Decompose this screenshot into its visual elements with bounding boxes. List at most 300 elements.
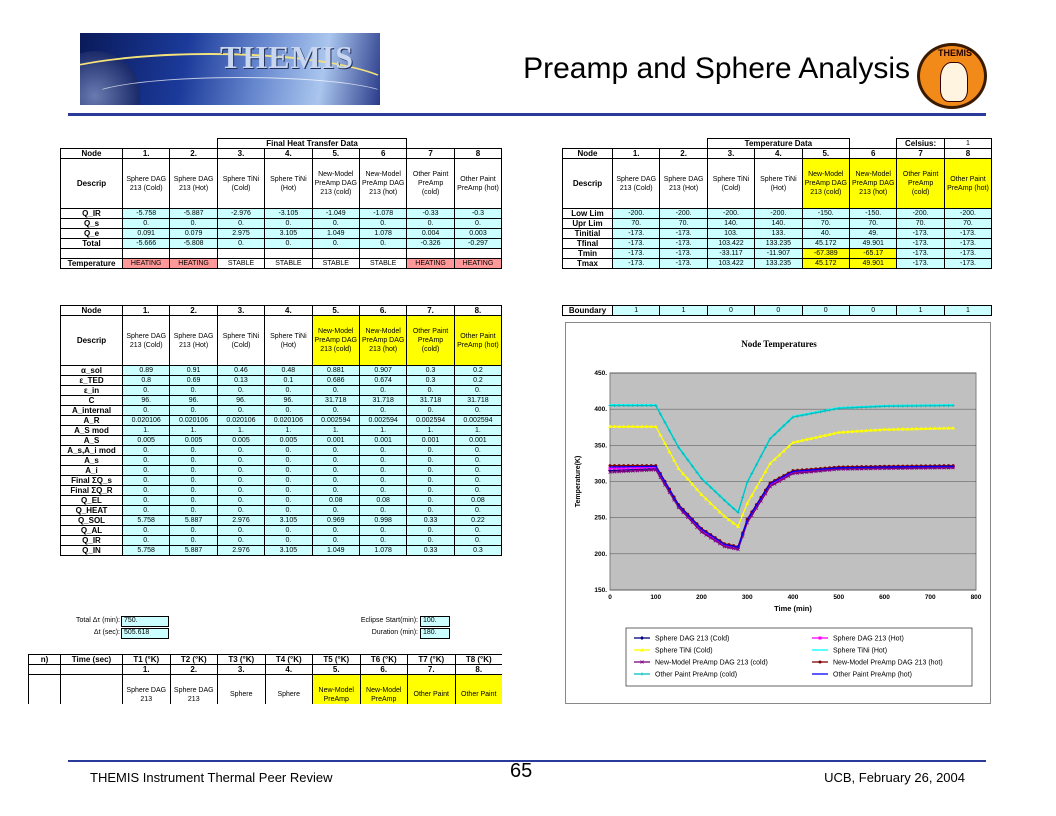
descrip-row [61,316,502,366]
value-cell: 0. [217,466,264,476]
descrip-cell: Sphere DAG 213 (Hot) [170,316,217,366]
node-cell: 6 [850,149,897,159]
node-cell: 3. [217,149,264,159]
value-cell: 0. [217,506,264,516]
table-row [61,486,502,496]
value-cell: 0. [312,536,359,546]
node-cell: 2. [170,665,218,675]
value-cell: 0.69 [170,376,217,386]
row-label: Upr Lim [563,219,613,229]
blank-cell [61,249,123,259]
value-cell: 5.887 [170,516,217,526]
boundary-cell: 1 [660,306,707,316]
value-cell: 0. [265,219,312,229]
table-row [61,426,502,436]
footer-right: UCB, February 26, 2004 [824,770,965,785]
legend-label: Sphere TiNi (Hot) [833,647,888,655]
value-cell: 0. [265,526,312,536]
heat-transfer-table [60,138,502,269]
value-cell: 0. [359,406,406,416]
boundary-cell: 0 [802,306,849,316]
x-axis-label: Time (min) [774,604,812,613]
x-tick-label: 100 [650,594,662,601]
value-cell: 0.969 [312,516,359,526]
value-cell: 0.08 [454,496,501,506]
table-row [61,496,502,506]
value-cell: 45.172 [802,259,849,269]
value-cell: -173. [897,229,944,239]
value-cell: 0. [170,536,217,546]
row-label: ε_TED [61,376,123,386]
value-cell: 0.001 [407,436,454,446]
y-tick-label: 350. [594,442,607,450]
total-time-label: Total Δτ (min): [75,617,120,624]
value-cell: -3.105 [265,209,312,219]
value-cell: -65.17 [850,249,897,259]
status-cell: STABLE [312,259,359,269]
value-cell: 0. [170,406,217,416]
row-label: Tinitial [563,229,613,239]
value-cell: -173. [897,249,944,259]
value-cell: 0. [407,446,454,456]
descrip-cell: New-Model PreAmp DAG 213 (hot) [850,159,897,209]
value-cell: 0. [170,506,217,516]
row-label: Descrip [61,159,123,209]
descrip-row [563,159,992,209]
value-cell: 0. [123,476,170,486]
value-cell: 0. [217,496,264,506]
value-cell: 0. [217,486,264,496]
value-cell: 0.020106 [123,416,170,426]
value-cell: 0. [170,446,217,456]
value-cell: 0.079 [170,229,217,239]
value-cell: 0.002594 [312,416,359,426]
node-row [61,306,502,316]
value-cell: 0. [359,466,406,476]
value-cell: -150. [850,209,897,219]
value-cell: -200. [944,209,991,219]
node-cell: 8. [455,665,502,675]
node-cell: 1. [123,665,171,675]
value-cell: 0. [454,456,501,466]
value-cell: 0. [407,496,454,506]
value-cell: 0. [359,219,406,229]
value-cell: 0. [359,526,406,536]
value-cell: 0.001 [454,436,501,446]
node-cell: 1. [123,306,170,316]
value-cell: -173. [944,259,991,269]
themis-logo [80,33,380,105]
descrip-cell: New-Model PreAmp DAG 213 (cold) [802,159,849,209]
table-title: Temperature Data [707,139,849,149]
celsius-field[interactable]: 1 [944,139,991,149]
value-cell: 0.005 [265,436,312,446]
value-cell: 0.91 [170,366,217,376]
value-cell: -173. [613,249,660,259]
value-cell: 0. [170,466,217,476]
value-cell: 31.718 [359,396,406,406]
value-cell: 0.881 [312,366,359,376]
table-row [61,229,502,239]
node-cell: 5. [312,306,359,316]
descrip-cell: Sphere TiNi (Hot) [755,159,802,209]
legend-label: Other Paint PreAmp (hot) [833,671,912,679]
value-cell: -150. [802,209,849,219]
value-cell: -0.33 [407,209,454,219]
table-row [61,219,502,229]
value-cell: 0. [123,446,170,456]
table-row [563,229,992,239]
value-cell: 0.08 [312,496,359,506]
value-cell: 0. [312,386,359,396]
value-cell: 0. [123,486,170,496]
value-cell: 0. [123,496,170,506]
descrip-cell: Sphere TiNi (Hot) [265,316,312,366]
value-cell: 0. [407,526,454,536]
value-cell: 0. [454,466,501,476]
row-label: A_S mod [61,426,123,436]
value-cell: 0. [123,386,170,396]
badge-figure-icon [940,62,968,102]
value-cell: 0.002594 [454,416,501,426]
boundary-cell: 1 [613,306,660,316]
descrip-cell: Other Paint [408,675,456,705]
value-cell: 103. [707,229,754,239]
row-label: Total [61,239,123,249]
node-temperatures-chart [565,322,991,704]
value-cell: 140. [755,219,802,229]
descrip-cell: New-Model PreAmp DAG 213 (cold) [312,159,359,209]
value-cell: 0. [359,456,406,466]
boundary-cell: 0 [707,306,754,316]
table-row [61,516,502,526]
value-cell: 140. [707,219,754,229]
value-cell: 1.049 [312,229,359,239]
node-cell: 7. [408,665,456,675]
table-row [61,209,502,219]
value-cell: 2.975 [217,229,264,239]
data-point [819,661,822,664]
value-cell: 0. [265,506,312,516]
row-label: Final ΣQ_s [61,476,123,486]
value-cell: 0.005 [123,436,170,446]
value-cell: 0.33 [407,516,454,526]
x-tick-label: 0 [608,594,612,601]
node-cell: 2. [660,149,707,159]
node-cell: 5. [312,149,359,159]
y-tick-label: 200. [594,550,607,558]
x-tick-label: 600 [879,594,890,601]
value-cell: -173. [613,239,660,249]
table-title: Final Heat Transfer Data [217,139,407,149]
node-cell: 3. [707,149,754,159]
title-row [61,139,502,149]
node-cell: 5. [802,149,849,159]
row-label: Descrip [563,159,613,209]
value-cell: 0. [454,526,501,536]
table-row [61,386,502,396]
value-cell: 70. [660,219,707,229]
value-cell: 133. [755,229,802,239]
temperature-status-row [61,259,502,269]
value-cell: 0.08 [359,496,406,506]
descrip-cell: Other Paint PreAmp (cold) [407,316,454,366]
value-cell: 0.3 [407,366,454,376]
legend-label: New-Model PreAmp DAG 213 (hot) [833,659,943,667]
status-cell: STABLE [217,259,264,269]
value-cell: 2.976 [217,546,264,556]
y-tick-label: 150. [594,587,607,594]
value-cell: 0.46 [217,366,264,376]
value-cell: 0. [312,466,359,476]
row-label: Tmin [563,249,613,259]
page-title: Preamp and Sphere Analysis [523,52,910,85]
value-cell: 1. [217,426,264,436]
value-cell: 0. [407,476,454,486]
blank-cell [407,249,454,259]
legend-label: Sphere DAG 213 (Cold) [655,635,730,643]
value-cell: 0. [217,476,264,486]
node-cell: 1. [613,149,660,159]
value-cell: 0.002594 [407,416,454,426]
value-cell: 0. [407,536,454,546]
status-cell: HEATING [454,259,501,269]
node-cell: 4. [265,306,312,316]
value-cell: 0.020106 [217,416,264,426]
descrip-cell: Sphere DAG 213 (Hot) [170,159,217,209]
node-cell: 2. [170,149,217,159]
table-row [61,476,502,486]
value-cell: 70. [613,219,660,229]
value-cell: 0.004 [407,229,454,239]
value-cell: 0.002594 [359,416,406,426]
descrip-cell: Sphere TiNi (Cold) [707,159,754,209]
descrip-cell: New-Model PreAmp DAG 213 (cold) [312,316,359,366]
value-cell: -200. [707,209,754,219]
node-cell: 7 [897,149,944,159]
value-cell: 0. [265,386,312,396]
table-row [563,259,992,269]
value-cell: 0. [123,406,170,416]
value-cell: 0. [265,239,312,249]
spacer-cell [563,139,708,149]
value-cell: 0.3 [454,546,501,556]
descrip-cell: Sphere TiNi (Hot) [265,159,312,209]
value-cell: 0. [265,466,312,476]
value-cell: 40. [802,229,849,239]
value-cell: 0. [265,536,312,546]
value-cell: 1. [123,426,170,436]
duration-field[interactable]: 180. [420,628,450,639]
blank-cell [29,665,61,675]
value-cell: 0. [170,496,217,506]
value-cell: 49. [850,229,897,239]
descrip-cell: Other Paint PreAmp (hot) [944,159,991,209]
value-cell: 0. [217,406,264,416]
boundary-cell: 0 [849,306,896,316]
value-cell: 0. [454,476,501,486]
blank-cell [454,249,501,259]
descrip-cell: Other Paint PreAmp (hot) [454,159,501,209]
badge-text: THEMIS [938,48,973,58]
descrip-cell: Sphere DAG 213 (Cold) [123,316,170,366]
eclipse-start-label: Eclipse Start(min): [360,617,418,624]
descrip-cell: Other Paint [455,675,502,705]
node-row [563,149,992,159]
dt-field[interactable]: 505.618 [121,628,169,639]
footer-left: THEMIS Instrument Thermal Peer Review [90,770,333,785]
value-cell: 0. [407,506,454,516]
value-cell: 0. [123,536,170,546]
value-cell: 70. [944,219,991,229]
node-cell: 7 [407,149,454,159]
row-label: A_S [61,436,123,446]
value-cell: 1.049 [312,546,359,556]
logo-text: THEMIS [220,39,355,75]
row-label: A_s [61,456,123,466]
value-cell: -173. [660,239,707,249]
value-cell: 0.091 [123,229,170,239]
value-cell: 49.901 [850,259,897,269]
spacer-cell [407,139,502,149]
descrip-cell: Sphere DAG 213 [123,675,171,705]
time-table-clip [28,654,502,704]
value-cell: 0.001 [312,436,359,446]
legend-label: Sphere DAG 213 (Hot) [833,635,904,643]
value-cell: 0.2 [454,376,501,386]
value-cell: 96. [123,396,170,406]
value-cell: -173. [660,259,707,269]
value-cell: 1. [454,426,501,436]
descrip-cell: New-Model PreAmp [360,675,408,705]
value-cell: 0. [407,219,454,229]
value-cell: -5.887 [170,209,217,219]
status-cell: STABLE [265,259,312,269]
node-cell: 2. [170,306,217,316]
status-cell: HEATING [170,259,217,269]
eclipse-start-field[interactable]: 100. [420,616,450,627]
node-cell: 3. [218,665,266,675]
value-cell: 0. [454,536,501,546]
value-cell: -173. [613,259,660,269]
celsius-label: Celsius: [897,139,944,149]
blank-cell [61,665,123,675]
value-cell: 0. [265,406,312,416]
descrip-cell: Sphere [218,675,266,705]
table-row [563,239,992,249]
value-cell: 0. [123,466,170,476]
node-row [61,149,502,159]
spacer-cell [61,139,218,149]
node-cell: 6. [360,665,408,675]
value-cell: 0. [312,406,359,416]
value-cell: -173. [660,229,707,239]
value-cell: -11.907 [755,249,802,259]
blank-cell [217,249,264,259]
value-cell: 0. [359,506,406,516]
row-label: A_s,A_i mod [61,446,123,456]
row-label: α_sol [61,366,123,376]
value-cell: 49.901 [850,239,897,249]
value-cell: 1.078 [359,546,406,556]
table-row [563,209,992,219]
value-cell: 0.8 [123,376,170,386]
table-row [61,456,502,466]
value-cell: 70. [802,219,849,229]
status-cell: STABLE [359,259,406,269]
value-cell: 0. [407,486,454,496]
value-cell: 0. [359,536,406,546]
legend-label: New-Model PreAmp DAG 213 (cold) [655,659,768,667]
value-cell: 103.422 [707,239,754,249]
descrip-cell: Sphere DAG 213 (Cold) [613,159,660,209]
row-label: Node [61,306,123,316]
value-cell: 0.1 [265,376,312,386]
value-cell: -67.389 [802,249,849,259]
value-cell: -173. [944,249,991,259]
value-cell: 1. [407,426,454,436]
value-cell: 45.172 [802,239,849,249]
table-row [563,249,992,259]
descrip-cell: New-Model PreAmp [313,675,361,705]
value-cell: -200. [897,209,944,219]
table-row [61,396,502,406]
value-cell: 0. [217,386,264,396]
value-cell: 0.89 [123,366,170,376]
header-row [29,655,503,665]
value-cell: 0.22 [454,516,501,526]
value-cell: 0. [312,476,359,486]
node-cell: 8 [944,149,991,159]
value-cell: 0.005 [217,436,264,446]
value-cell: 0. [359,386,406,396]
descrip-cell: New-Model PreAmp DAG 213 (hot) [359,316,406,366]
value-cell: 0. [265,446,312,456]
node-cell: 4. [265,149,312,159]
column-header: T5 (°K) [313,655,361,665]
row-label: ε_in [61,386,123,396]
descrip-cell: Sphere DAG 213 [170,675,218,705]
boundary-cell: 0 [755,306,802,316]
boundary-table [562,305,992,316]
row-label: Boundary [563,306,613,316]
value-cell: 0. [265,486,312,496]
value-cell: -173. [897,259,944,269]
row-label: Node [563,149,613,159]
row-label: Q_SOL [61,516,123,526]
value-cell: 0. [265,456,312,466]
value-cell: 0.907 [359,366,406,376]
value-cell: 0. [454,486,501,496]
properties-table [60,305,502,556]
value-cell: -5.666 [123,239,170,249]
node-cell: 1. [123,149,170,159]
x-tick-label: 500 [833,594,845,601]
x-tick-label: 200 [696,594,707,601]
value-cell: 0. [123,219,170,229]
value-cell: -173. [944,229,991,239]
y-tick-label: 250. [594,514,607,522]
value-cell: 0. [454,506,501,516]
value-cell: 0. [123,456,170,466]
value-cell: 0.33 [407,546,454,556]
value-cell: 0.13 [217,376,264,386]
row-label: Q_e [61,229,123,239]
column-header: T8 (°K) [455,655,502,665]
table-row [61,376,502,386]
total-time-field[interactable]: 750. [121,616,169,627]
value-cell: -5.758 [123,209,170,219]
